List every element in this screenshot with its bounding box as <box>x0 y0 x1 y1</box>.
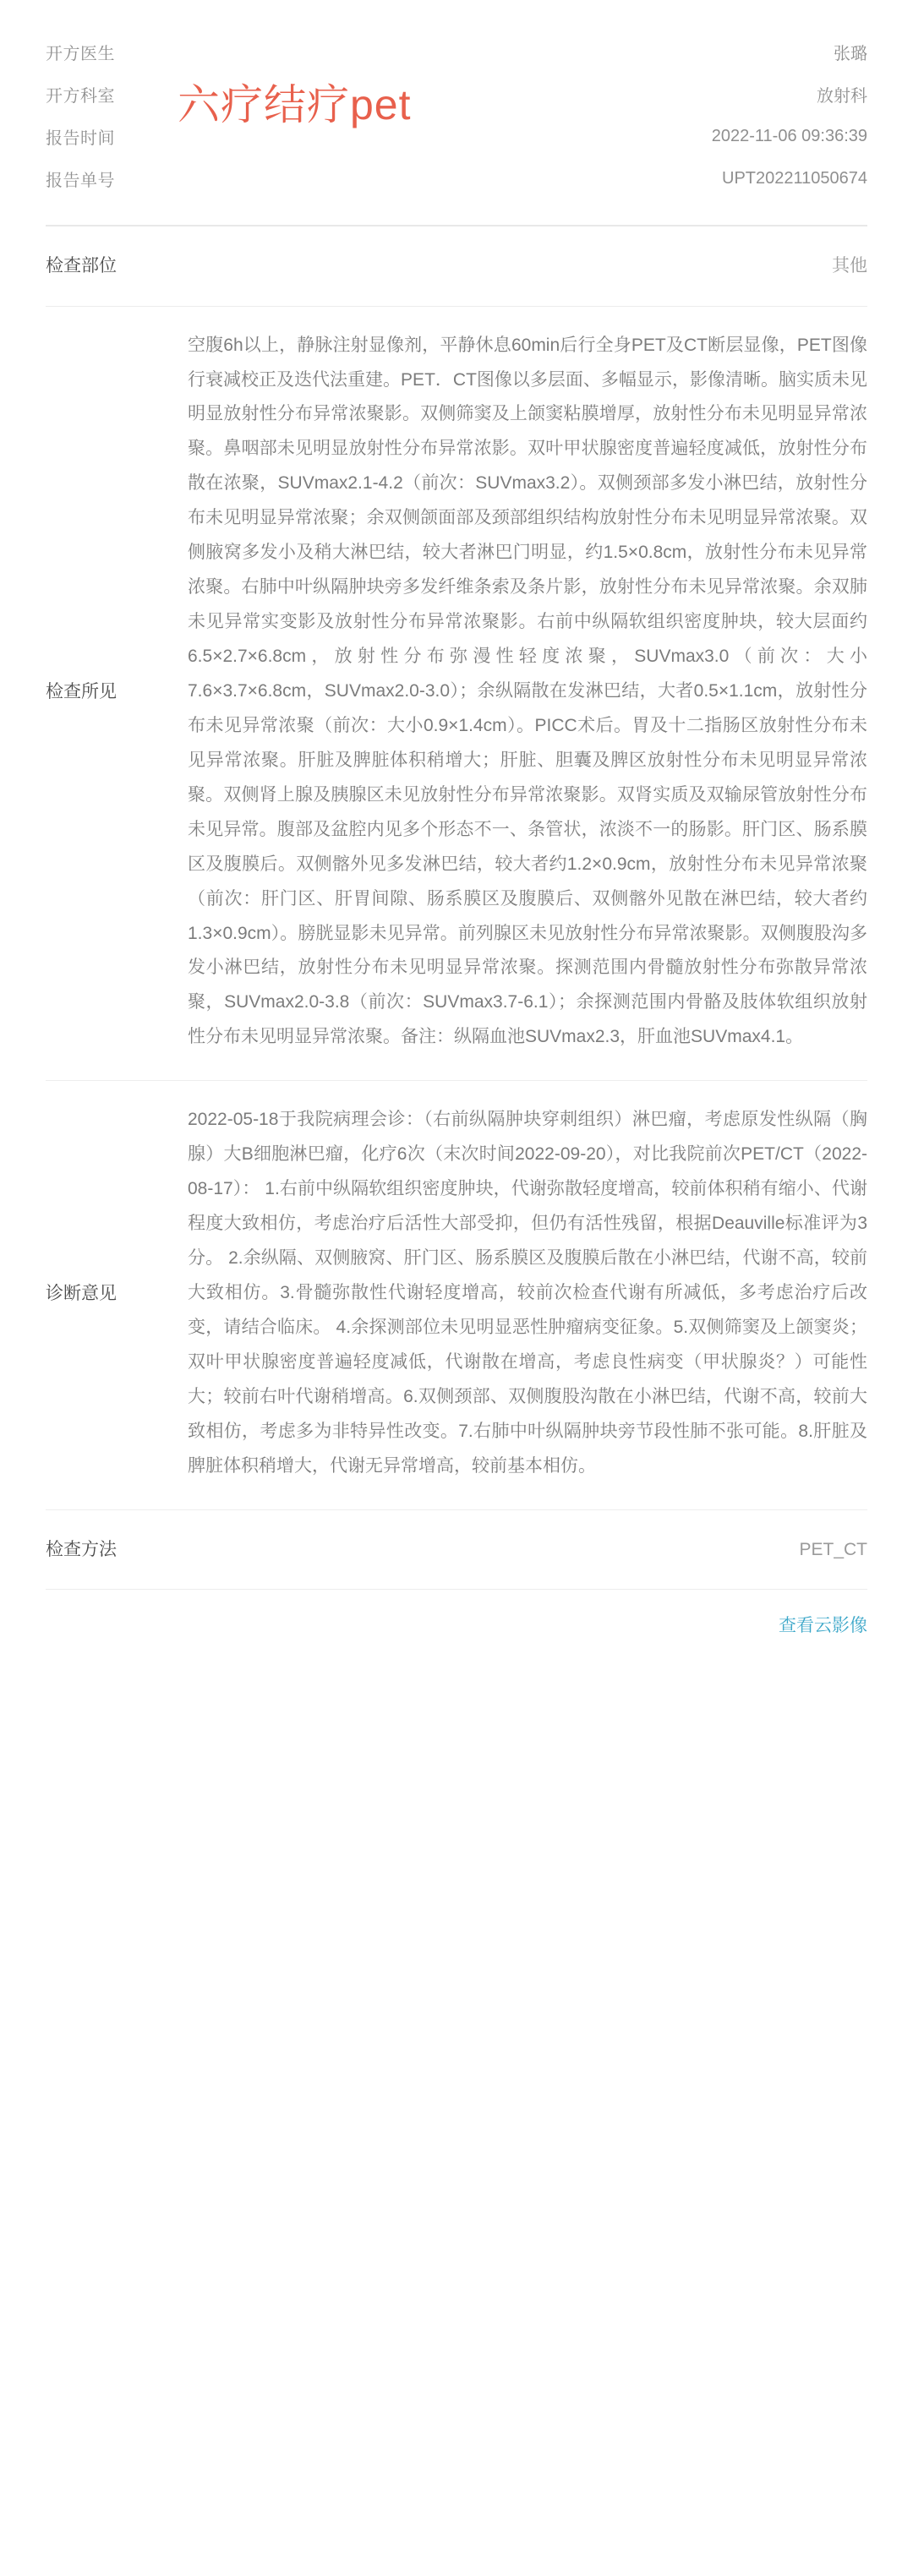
method-value: PET_CT <box>799 1539 867 1559</box>
findings-text: 空腹6h以上，静脉注射显像剂，平静休息60min后行全身PET及CT断层显像，PET图像行衰减校正及迭代法重建。PET．CT图像以多层面、多幅显示，影像清晰。脑实质未见明显放射性分布异常浓聚影。双侧筛窦及上颌窦粘膜增厚，放射性分布未见明显异常浓聚。鼻咽部未见明显放射性分布异常浓影。双叶甲状腺密度普遍轻度减低，放射性分布散在浓聚，SUVmax2.1-4.2（前次：SUVmax3.2）。双侧颈部多发小淋巴结，放射性分布未见明显异常浓聚；余双侧颌面部及颈部组织结构放射性分布未见明显异常浓聚。双侧腋窝多发小及稍大淋巴结，较大者淋巴门明显，约1.5×0.8cm，放射性分布未见异常浓聚。右肺中叶纵隔肿块旁多发纤维条索及条片影，放射性分布未见异常浓聚。余双肺未见异常实变影及放射性分布异常浓聚影。右前中纵隔软组织密度肿块，较大层面约6.5×2.7×6.8cm，放射性分布弥漫性轻度浓聚，SUVmax3.0（前次：大小7.6×3.7×6.8cm，SUVmax2.0-3.0）；余纵隔散在发淋巴结，大者0.5×1.1cm，放射性分布未见异常浓聚（前次：大小0.9×1.4cm）。PICC术后。胃及十二指肠区放射性分布未见异常浓聚。肝脏及脾脏体积稍增大；肝脏、胆囊及脾区放射性分布未见明显异常浓聚。双侧肾上腺及胰腺区未见放射性分布异常浓聚影。双肾实质及双输尿管放射性分布未见异常。腹部及盆腔内见多个形态不一、条管状，浓淡不一的肠影。肝门区、肠系膜区及腹膜后。双侧髂外见多发淋巴结，较大者约1.2×0.9cm，放射性分布未见异常浓聚（前次：肝门区、肝胃间隙、肠系膜区及腹膜后、双侧髂外见散在淋巴结，较大者约1.3×0.9cm）。膀胱显影未见异常。前列腺区未见放射性分布异常浓聚影。双侧腹股沟多发小淋巴结，放射性分布未见明显异常浓聚。探测范围内骨髓放射性分布弥散异常浓聚，SUVmax2.0-3.8（前次：SUVmax3.7-6.1）；余探测范围内骨骼及肢体软组织放射性分布未见明显异常浓聚。备注：纵隔血池SUVmax2.3，肝血池SUVmax4.1。 <box>188 335 867 1047</box>
footer-link-row <box>0 1590 913 1671</box>
method-label: 检查方法 <box>46 1539 117 1559</box>
method-row <box>0 1510 913 1590</box>
page-title: 六疗结疗pet <box>178 81 412 128</box>
exam-site-value: 其他 <box>832 256 867 276</box>
findings-row <box>0 307 913 1081</box>
meta-row-doctor <box>46 30 867 73</box>
exam-site-label: 检查部位 <box>46 256 117 276</box>
meta-label-report-time: 报告时间 <box>46 128 115 148</box>
exam-site-row <box>0 226 913 306</box>
diagnosis-label: 诊断意见 <box>46 1283 117 1303</box>
meta-value-report-time: 2022-11-06 09:36:39 <box>711 126 867 145</box>
meta-value-department: 放射科 <box>817 86 867 106</box>
findings-label: 检查所见 <box>46 681 117 701</box>
meta-row-department <box>46 73 867 115</box>
meta-label-report-number: 报告单号 <box>46 171 115 190</box>
meta-row-report-time <box>46 115 867 157</box>
meta-value-doctor: 张璐 <box>834 44 867 63</box>
view-cloud-image-link[interactable]: 查看云影像 <box>779 1616 867 1636</box>
meta-value-report-number: UPT202211050674 <box>722 168 867 188</box>
meta-row-report-number <box>46 157 867 199</box>
report-header <box>0 0 913 225</box>
diagnosis-text: 2022-05-18于我院病理会诊：（右前纵隔肿块穿刺组织）淋巴瘤，考虑原发性纵隔（胸腺）大B细胞淋巴瘤，化疗6次（末次时间2022-09-20），对比我院前次PET/CT（2022-08-17）： 1.右前中纵隔软组织密度肿块，代谢弥散轻度增高，较前体积稍有缩小、代谢程度大致相仿，考虑治疗后活性大部受抑，但仍有活性残留，根据Deauville标准评为3分。 2.余纵隔、双侧腋窝、肝门区、肠系膜区及腹膜后散在小淋巴结，代谢不高，较前大致相仿。3.骨髓弥散性代谢轻度增高，较前次检查代谢有所减低，多考虑治疗后改变，请结合临床。 4.余探测部位未见明显恶性肿瘤病变征象。5.双侧筛窦及上颌窦炎；双叶甲状腺密度普遍轻度减低，代谢散在增高，考虑良性病变（甲状腺炎？）可能性大；较前右叶代谢稍增高。6.双侧颈部、双侧腹股沟散在小淋巴结，代谢不高，较前大致相仿，考虑多为非特异性改变。7.右肺中叶纵隔肿块旁节段性肺不张可能。8.肝脏及脾脏体积稍增大，代谢无异常增高，较前基本相仿。 <box>188 1110 867 1476</box>
bottom-spacer <box>0 1671 913 1679</box>
diagnosis-row <box>0 1081 913 1509</box>
meta-label-doctor: 开方医生 <box>46 44 115 63</box>
meta-label-department: 开方科室 <box>46 86 115 106</box>
header-meta-list <box>46 30 867 199</box>
